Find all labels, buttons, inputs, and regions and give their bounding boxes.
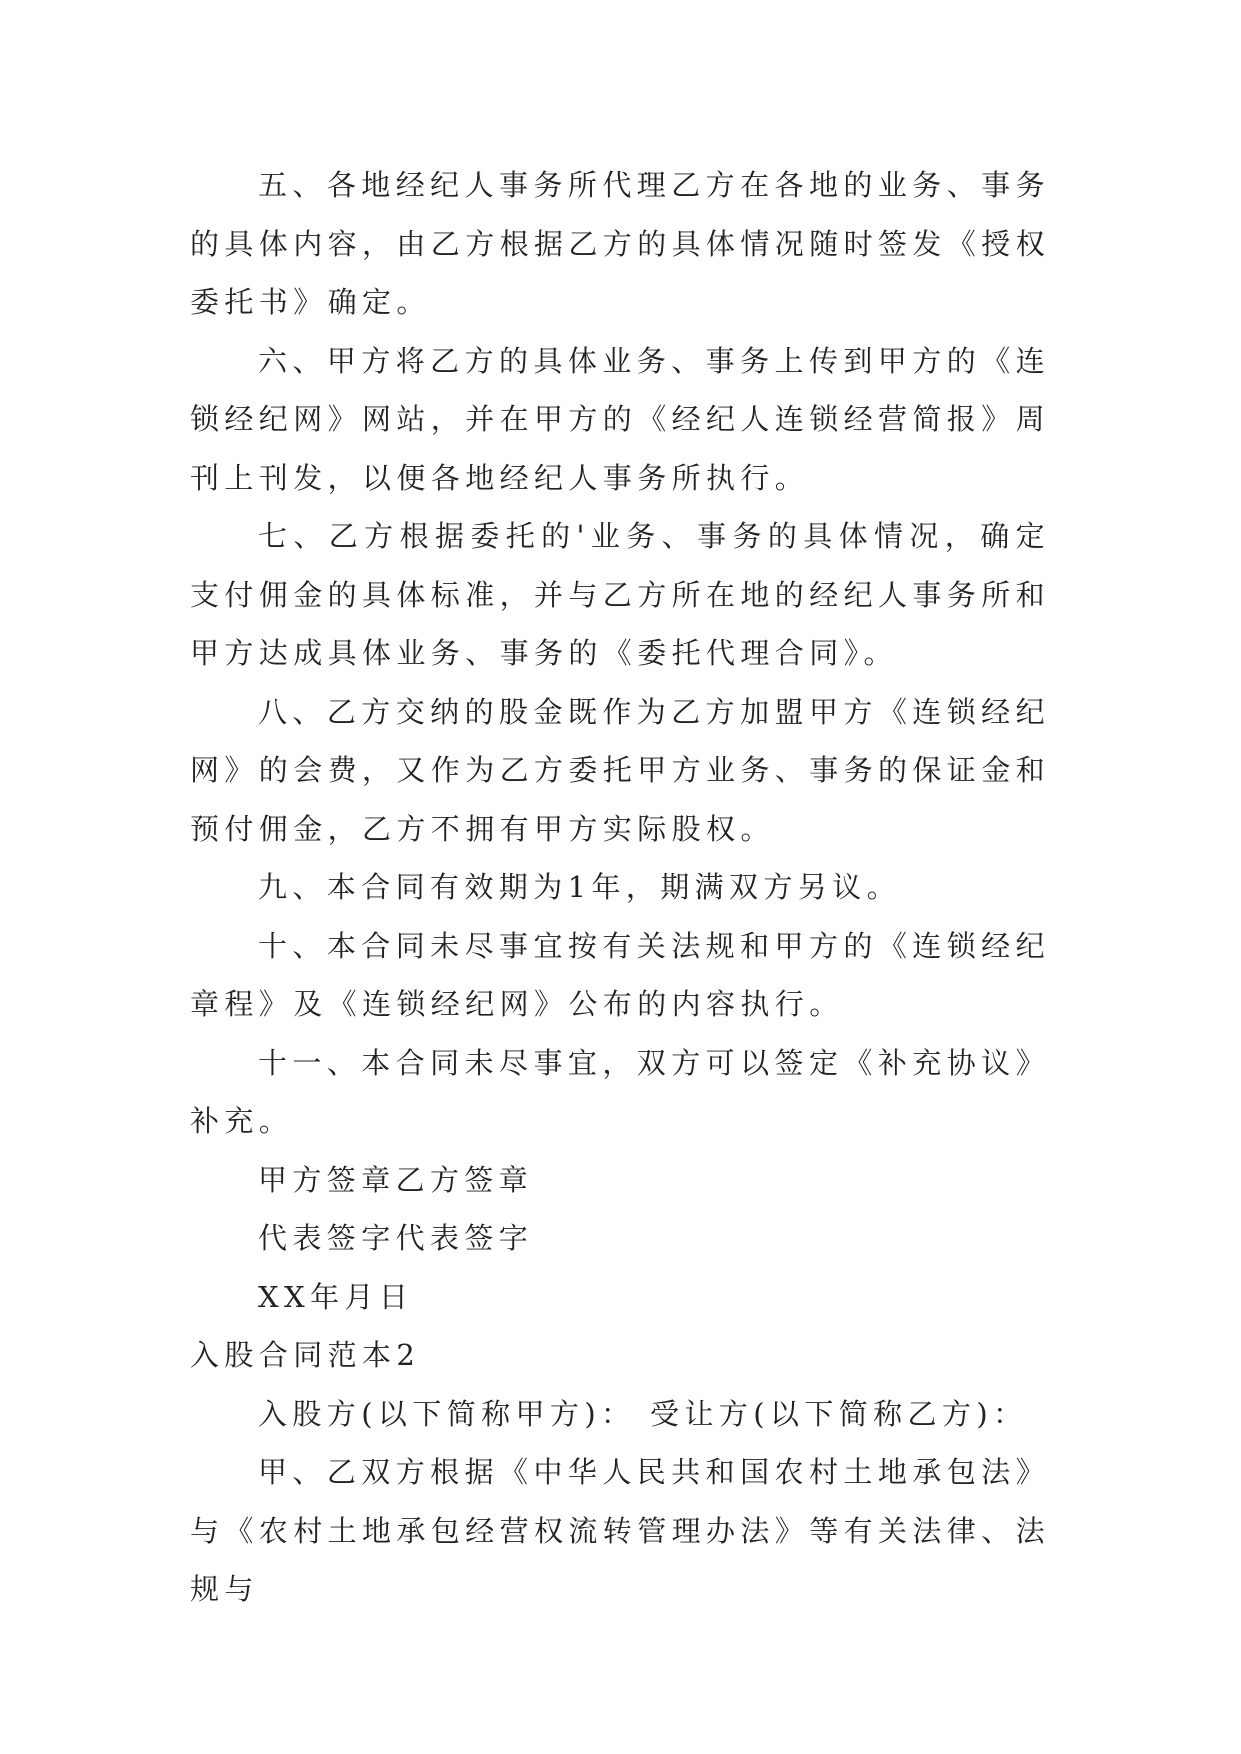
signature-line: 甲方签章乙方签章 [258, 1162, 534, 1197]
clause-9-paragraph: 九、本合同有效期为1年，期满双方另议。 [258, 870, 902, 904]
clause-8-paragraph: 八、乙方交纳的股金既作为乙方加盟甲方《连锁经纪网》的会费，又作为乙方委托甲方业务、事务的保证金和预付佣金，乙方不拥有甲方实际股权。 [190, 694, 1051, 846]
representative-line: 代表签字代表签字 [258, 1221, 534, 1255]
document-body [190, 156, 1050, 1619]
clause-10-paragraph: 十、本合同未尽事宜按有关法规和甲方的《连锁经纪章程》及《连锁经纪网》公布的内容执行。 [190, 928, 1050, 1021]
preamble-paragraph: 甲、乙双方根据《中华人民共和国农村土地承包法》与《农村土地承包经营权流转管理办法》等有关法律、法规与 [190, 1455, 1051, 1606]
clause-6-paragraph: 六、甲方将乙方的具体业务、事务上传到甲方的《连锁经纪网》网站，并在甲方的《经纪人连锁经营简报》周刊上刊发，以便各地经纪人事务所执行。 [190, 343, 1051, 495]
parties-line: 入股方(以下简称甲方)： 受让方(以下简称乙方)： [258, 1396, 1028, 1431]
clause-7-paragraph: 七、乙方根据委托的'业务、事务的具体情况，确定支付佣金的具体标准，并与乙方所在地的经纪人事务所和甲方达成具体业务、事务的《委托代理合同》。 [190, 519, 1051, 670]
sample-2-heading: 入股合同范本2 [190, 1338, 421, 1372]
date-line: XX年月日 [258, 1279, 414, 1314]
clause-5-paragraph: 五、各地经纪人事务所代理乙方在各地的业务、事务的具体内容，由乙方根据乙方的具体情况随时签发《授权委托书》确定。 [190, 168, 1051, 319]
clause-11-paragraph: 十一、本合同未尽事宜，双方可以签定《补充协议》补充。 [190, 1045, 1050, 1138]
